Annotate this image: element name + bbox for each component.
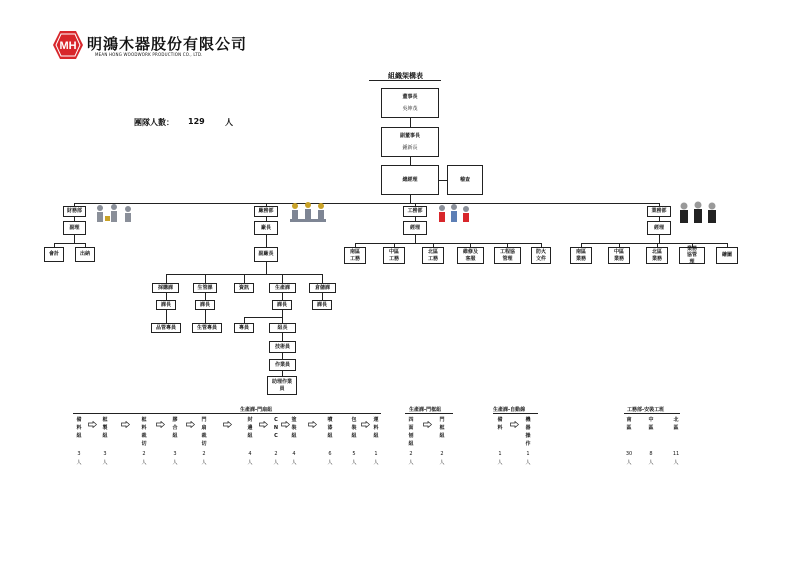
step-count (101, 450, 109, 468)
step-count-value: 1 (374, 451, 378, 457)
chain-2: 助理作業員 (267, 376, 297, 395)
step-label: CNC (273, 417, 279, 439)
dept-finance: 財務部 (63, 206, 86, 217)
step-count-value: 3 (173, 451, 177, 457)
people-group-icon (288, 200, 328, 226)
step-count-unit: 人 (525, 460, 531, 466)
step-count (171, 450, 179, 468)
step-label: 運料組 (373, 417, 379, 439)
sales-unit-0: 南區業務 (570, 247, 592, 264)
step-count-unit: 人 (291, 460, 297, 466)
headcount-unit: 人 (225, 118, 233, 127)
company-logo (52, 30, 84, 64)
chart-title: 組織架構表 (388, 72, 423, 80)
step-count (200, 450, 208, 468)
eng-unit-5: 防火文件 (531, 247, 551, 264)
factory-section-1: 生管課 (193, 283, 217, 293)
factory-head: 廠長 (254, 221, 278, 235)
step-count-unit: 人 (373, 460, 379, 466)
step-label: 框製組 (102, 417, 108, 439)
step-count-value: 1 (498, 451, 502, 457)
step-count-unit: 人 (141, 460, 147, 466)
vice-chairman-box (381, 127, 439, 157)
eng-unit-2: 北區工務 (422, 247, 444, 264)
step-count-unit: 人 (273, 460, 279, 466)
step-count-value: 3 (103, 451, 107, 457)
sub-staff-0: 品管專員 (151, 323, 181, 333)
step-label: 塗裝組 (291, 417, 297, 439)
people-group-icon (676, 200, 720, 228)
step-count (272, 450, 280, 468)
vice-chairman-title: 副董事長 (399, 133, 420, 140)
step-count (496, 450, 504, 468)
dept-sales: 業務部 (647, 206, 671, 217)
step-count-unit: 人 (327, 460, 333, 466)
sales-unit-2: 北區業務 (646, 247, 668, 264)
line-title-1: 生產課-門框組 (409, 407, 442, 413)
people-group-icon (434, 202, 476, 228)
company-english-name: MEAN HONG WOODWORK PRODUCTION CO., LTD. (95, 52, 203, 57)
step-count-unit: 人 (673, 460, 679, 466)
sales-manager: 經理 (647, 221, 671, 235)
mh-logo-icon (52, 30, 84, 60)
step-count-value: 1 (526, 451, 530, 457)
step-label: 南區 (626, 417, 632, 431)
svg-text:MH: MH (59, 40, 77, 52)
step-count-unit: 人 (351, 460, 357, 466)
factory-section-0: 採購課 (152, 283, 179, 293)
arrow-right-icon (281, 421, 290, 428)
step-count-unit: 人 (497, 460, 503, 466)
headcount-label: 團隊人數： (134, 118, 174, 127)
step-count-value: 3 (77, 451, 81, 457)
lead-0: 課長 (156, 300, 176, 310)
step-label: 四面刨組 (408, 417, 414, 447)
step-count-value: 2 (409, 451, 413, 457)
line-title-2: 生產課-自動線 (493, 407, 526, 413)
step-count-unit: 人 (76, 460, 82, 466)
audit-box: 稽查 (447, 165, 483, 195)
step-count (672, 450, 680, 468)
eng-unit-0: 南區工務 (344, 247, 366, 264)
sub-staff-1: 生管專員 (192, 323, 222, 333)
chairman-name: 吳坤茂 (402, 105, 418, 112)
eng-unit-3: 維修及客服 (457, 247, 484, 264)
arrow-right-icon (361, 421, 370, 428)
step-count (140, 450, 148, 468)
step-label: 門扇裁切 (201, 417, 207, 447)
step-count (290, 450, 298, 468)
step-count (326, 450, 334, 468)
step-count-unit: 人 (408, 460, 414, 466)
factory-section-4: 倉儲課 (309, 283, 336, 293)
step-count (372, 450, 380, 468)
line-title-0: 生產課-門扇組 (240, 407, 273, 413)
step-count-value: 4 (248, 451, 252, 457)
step-count-value: 5 (352, 451, 356, 457)
step-count-unit: 人 (201, 460, 207, 466)
arrow-right-icon (423, 421, 432, 428)
step-count-value: 8 (649, 451, 653, 457)
sales-unit-4: 繪圖 (716, 247, 738, 264)
step-count-value: 2 (202, 451, 206, 457)
people-group-icon (92, 202, 138, 228)
step-count-value: 2 (142, 451, 146, 457)
step-label: 門框組 (439, 417, 445, 439)
engineering-manager: 經理 (403, 221, 427, 235)
factory-deputy: 副廠長 (254, 247, 278, 262)
step-count-value: 11 (672, 451, 680, 457)
step-count-value: 2 (440, 451, 444, 457)
eng-unit-4: 工程協管理 (494, 247, 521, 264)
chairman-title: 董事長 (402, 94, 418, 101)
arrow-right-icon (259, 421, 268, 428)
step-label: 備料組 (76, 417, 82, 439)
step-count (75, 450, 83, 468)
step-count (407, 450, 415, 468)
arrow-right-icon (223, 421, 232, 428)
step-count (647, 450, 655, 468)
vice-chairman-name: 鍾新長 (402, 144, 418, 151)
step-count (625, 450, 633, 468)
finance-unit-1: 出納 (75, 247, 95, 262)
dept-factory: 廠務部 (254, 206, 278, 217)
step-label: 備料 (497, 417, 503, 431)
step-count-value: 30 (625, 451, 633, 457)
sales-unit-3: 業務協管理 (679, 247, 705, 264)
step-count-value: 6 (328, 451, 332, 457)
lead-2: 課長 (272, 300, 292, 310)
gm-box: 總經理 (381, 165, 439, 195)
step-label: 機器操作 (525, 417, 531, 447)
sales-unit-1: 中區業務 (608, 247, 630, 264)
step-count-unit: 人 (439, 460, 445, 466)
sub-staff-3: 組長 (269, 323, 296, 333)
finance-manager: 副理 (63, 221, 86, 235)
step-count-value: 4 (292, 451, 296, 457)
lead-3: 課長 (312, 300, 332, 310)
finance-unit-0: 會計 (44, 247, 64, 262)
step-count (438, 450, 446, 468)
sub-staff-2: 專員 (234, 323, 254, 333)
step-count-unit: 人 (626, 460, 632, 466)
eng-unit-1: 中區工務 (383, 247, 405, 264)
step-label: 封邊組 (247, 417, 253, 439)
step-label: 框料裁切 (141, 417, 147, 447)
arrow-right-icon (308, 421, 317, 428)
step-label: 北區 (673, 417, 679, 431)
arrow-right-icon (186, 421, 195, 428)
dept-engineering: 工務部 (403, 206, 427, 217)
step-count-unit: 人 (172, 460, 178, 466)
line-title-3: 工務部-安裝工班 (627, 407, 665, 413)
arrow-right-icon (121, 421, 130, 428)
factory-section-2: 資訊 (234, 283, 254, 293)
step-count-unit: 人 (247, 460, 253, 466)
headcount-value: 129 (188, 117, 205, 126)
step-label: 中區 (648, 417, 654, 431)
factory-section-3: 生產課 (269, 283, 296, 293)
step-label: 噴漆組 (327, 417, 333, 439)
step-label: 膠合組 (172, 417, 178, 439)
step-count (246, 450, 254, 468)
lead-1: 課長 (195, 300, 215, 310)
chain-1: 作業員 (269, 359, 296, 371)
arrow-right-icon (156, 421, 165, 428)
chairman-box (381, 88, 439, 118)
arrow-right-icon (510, 421, 519, 428)
arrow-right-icon (88, 421, 97, 428)
step-label: 包裝組 (351, 417, 357, 439)
step-count-value: 2 (274, 451, 278, 457)
step-count (524, 450, 532, 468)
chain-0: 技術員 (269, 341, 296, 353)
step-count-unit: 人 (102, 460, 108, 466)
step-count (350, 450, 358, 468)
step-count-unit: 人 (648, 460, 654, 466)
company-name: 明鴻木器股份有限公司 (87, 35, 248, 53)
